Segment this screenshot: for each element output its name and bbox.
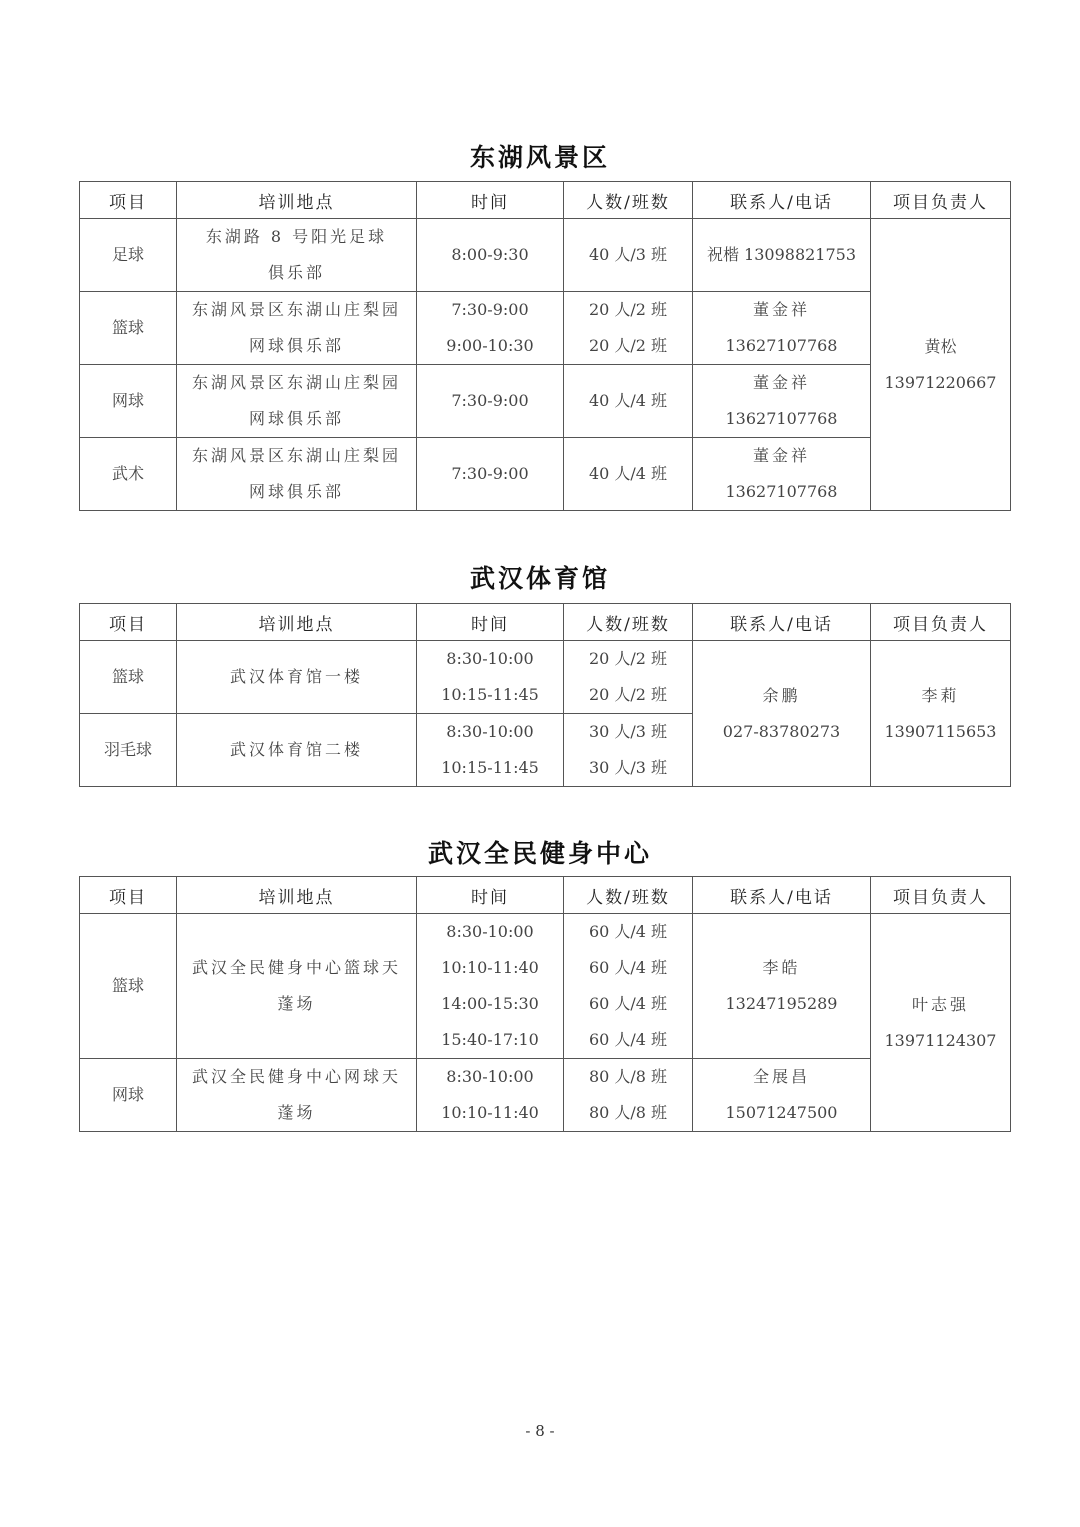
table-header-row <box>80 877 1011 914</box>
time-slot: 8:30-10:00 <box>446 1067 534 1086</box>
time-slot: 8:30-10:00 <box>446 922 534 941</box>
manager-phone: 13907115653 <box>884 721 997 741</box>
capacity-value: 80 人/8 班 <box>588 1103 668 1122</box>
header-manager: 项目负责人 <box>871 182 1011 219</box>
header-time: 时间 <box>417 604 564 641</box>
contact-name: 余鹏 <box>762 685 801 705</box>
sport-label: 篮球 <box>111 318 144 337</box>
time-slot: 10:15-11:45 <box>441 685 539 704</box>
cell-location <box>177 714 417 787</box>
cell-contact <box>693 641 871 787</box>
table-row <box>80 219 1011 292</box>
header-contact: 联系人/电话 <box>693 182 871 219</box>
cell-sport <box>80 641 177 714</box>
contact-phone: 13247195289 <box>725 994 838 1013</box>
time-slot: 14:00-15:30 <box>441 994 539 1013</box>
section-title-donghu: 东湖风景区 <box>469 143 610 172</box>
cell-time <box>417 714 564 787</box>
cell-location <box>177 914 417 1059</box>
header-sport: 项目 <box>80 877 177 914</box>
contact-line: 祝楷 13098821753 <box>706 245 857 264</box>
cell-sport <box>80 714 177 787</box>
cell-time <box>417 219 564 292</box>
cell-location <box>177 438 417 511</box>
header-manager: 项目负责人 <box>871 604 1011 641</box>
cell-location <box>177 1059 417 1132</box>
location-line: 武汉体育馆二楼 <box>229 740 363 759</box>
cell-manager <box>871 641 1011 787</box>
contact-name: 全展昌 <box>752 1067 810 1086</box>
time-slot: 8:30-10:00 <box>446 649 534 668</box>
capacity-value: 60 人/4 班 <box>588 994 668 1013</box>
page-number: - 8 - <box>525 1422 555 1440</box>
cell-location <box>177 641 417 714</box>
cell-contact <box>693 438 871 511</box>
contact-name: 董金祥 <box>752 300 810 319</box>
cell-time <box>417 438 564 511</box>
manager-name: 李莉 <box>921 685 960 705</box>
contact-name: 董金祥 <box>752 446 810 465</box>
schedule-table-donghu <box>79 181 1011 511</box>
schedule-table-fitness-center <box>79 876 1011 1132</box>
capacity-value: 80 人/8 班 <box>588 1067 668 1086</box>
header-location: 培训地点 <box>177 182 417 219</box>
cell-sport <box>80 1059 177 1132</box>
contact-phone: 13627107768 <box>725 336 838 355</box>
location-line: 东湖风景区东湖山庄梨园 <box>191 373 401 392</box>
header-contact: 联系人/电话 <box>693 877 871 914</box>
contact-phone: 027-83780273 <box>722 721 841 741</box>
time-slot: 10:15-11:45 <box>441 758 539 777</box>
manager-phone: 13971124307 <box>884 1030 997 1050</box>
contact-name: 李皓 <box>762 958 801 977</box>
capacity-value: 40 人/3 班 <box>588 245 668 264</box>
cell-sport <box>80 219 177 292</box>
capacity-value: 60 人/4 班 <box>588 1030 668 1049</box>
header-contact: 联系人/电话 <box>693 604 871 641</box>
cell-time <box>417 292 564 365</box>
contact-phone: 15071247500 <box>725 1103 838 1122</box>
table-header-row <box>80 182 1011 219</box>
location-line: 武汉全民健身中心篮球天 <box>191 958 401 977</box>
time-slot: 7:30-9:00 <box>451 464 529 483</box>
location-line: 蓬场 <box>277 994 316 1013</box>
time-slot: 8:30-10:00 <box>446 722 534 741</box>
table-row <box>80 914 1011 1059</box>
header-location: 培训地点 <box>177 604 417 641</box>
table-row <box>80 641 1011 714</box>
header-time: 时间 <box>417 877 564 914</box>
cell-capacity <box>564 292 693 365</box>
cell-contact <box>693 914 871 1059</box>
cell-contact <box>693 292 871 365</box>
sport-label: 网球 <box>111 1085 144 1104</box>
cell-sport <box>80 365 177 438</box>
capacity-value: 60 人/4 班 <box>588 958 668 977</box>
capacity-value: 30 人/3 班 <box>588 722 668 741</box>
time-slot: 10:10-11:40 <box>441 1103 539 1122</box>
location-line: 东湖风景区东湖山庄梨园 <box>191 446 401 465</box>
sport-label: 武术 <box>111 464 144 483</box>
cell-location <box>177 365 417 438</box>
location-line: 网球俱乐部 <box>248 482 344 501</box>
cell-capacity <box>564 365 693 438</box>
cell-location <box>177 219 417 292</box>
time-slot: 15:40-17:10 <box>441 1030 539 1049</box>
manager-name: 黄松 <box>924 336 957 356</box>
location-line: 网球俱乐部 <box>248 409 344 428</box>
contact-name: 董金祥 <box>752 373 810 392</box>
contact-phone: 13627107768 <box>725 482 838 501</box>
cell-capacity <box>564 714 693 787</box>
header-sport: 项目 <box>80 604 177 641</box>
location-line: 网球俱乐部 <box>248 336 344 355</box>
time-slot: 9:00-10:30 <box>446 336 534 355</box>
cell-contact <box>693 365 871 438</box>
cell-capacity <box>564 219 693 292</box>
header-manager: 项目负责人 <box>871 877 1011 914</box>
cell-time <box>417 641 564 714</box>
sport-label: 足球 <box>111 245 144 264</box>
capacity-value: 20 人/2 班 <box>588 300 668 319</box>
time-slot: 7:30-9:00 <box>451 391 529 410</box>
cell-sport <box>80 914 177 1059</box>
cell-capacity <box>564 1059 693 1132</box>
schedule-table-wuhan-gymnasium <box>79 603 1011 787</box>
capacity-value: 20 人/2 班 <box>588 649 668 668</box>
manager-phone: 13971220667 <box>884 372 997 392</box>
header-sport: 项目 <box>80 182 177 219</box>
capacity-value: 20 人/2 班 <box>588 685 668 704</box>
capacity-value: 40 人/4 班 <box>588 391 668 410</box>
sport-label: 篮球 <box>111 667 144 686</box>
cell-capacity <box>564 641 693 714</box>
cell-contact <box>693 219 871 292</box>
sport-label: 网球 <box>111 391 144 410</box>
sport-label: 羽毛球 <box>103 740 152 759</box>
cell-time <box>417 1059 564 1132</box>
cell-time <box>417 365 564 438</box>
section-title-wuhan-gymnasium: 武汉体育馆 <box>469 564 610 593</box>
location-line: 东湖路 8 号阳光足球 <box>205 227 388 246</box>
cell-contact <box>693 1059 871 1132</box>
cell-manager <box>871 914 1011 1132</box>
cell-time <box>417 914 564 1059</box>
location-line: 武汉体育馆一楼 <box>229 667 363 686</box>
cell-capacity <box>564 914 693 1059</box>
cell-manager <box>871 219 1011 511</box>
capacity-value: 60 人/4 班 <box>588 922 668 941</box>
time-slot: 7:30-9:00 <box>451 300 529 319</box>
time-slot: 8:00-9:30 <box>451 245 529 264</box>
table-header-row <box>80 604 1011 641</box>
location-line: 蓬场 <box>277 1103 316 1122</box>
section-title-fitness-center: 武汉全民健身中心 <box>427 839 652 868</box>
time-slot: 10:10-11:40 <box>441 958 539 977</box>
cell-capacity <box>564 438 693 511</box>
capacity-value: 30 人/3 班 <box>588 758 668 777</box>
header-time: 时间 <box>417 182 564 219</box>
location-line: 俱乐部 <box>267 263 325 282</box>
cell-location <box>177 292 417 365</box>
header-capacity: 人数/班数 <box>564 877 693 914</box>
location-line: 武汉全民健身中心网球天 <box>191 1067 401 1086</box>
capacity-value: 20 人/2 班 <box>588 336 668 355</box>
sport-label: 篮球 <box>111 976 144 995</box>
header-capacity: 人数/班数 <box>564 182 693 219</box>
contact-phone: 13627107768 <box>725 409 838 428</box>
manager-name: 叶志强 <box>911 994 969 1014</box>
header-location: 培训地点 <box>177 877 417 914</box>
capacity-value: 40 人/4 班 <box>588 464 668 483</box>
header-capacity: 人数/班数 <box>564 604 693 641</box>
cell-sport <box>80 438 177 511</box>
cell-sport <box>80 292 177 365</box>
location-line: 东湖风景区东湖山庄梨园 <box>191 300 401 319</box>
